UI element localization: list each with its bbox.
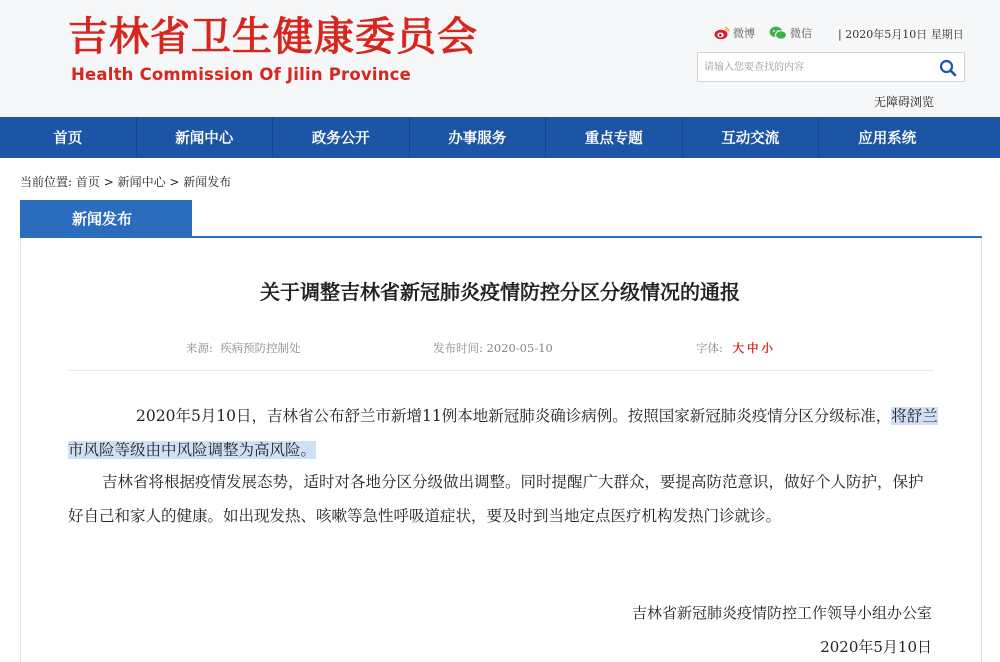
time-label: 发布时间: [433, 341, 483, 355]
time-value: 2020-05-10 [486, 341, 553, 355]
font-size-control [696, 340, 776, 356]
search-input[interactable] [698, 53, 928, 81]
signature-organization: 吉林省新冠肺炎疫情防控工作领导小组办公室 [631, 604, 932, 622]
weibo-link[interactable] [714, 25, 755, 41]
weibo-label: 微博 [733, 27, 755, 40]
logo-chinese[interactable]: 吉林省卫生健康委员会 [68, 14, 478, 60]
font-label: 字体: [696, 341, 723, 355]
weibo-icon [714, 26, 730, 40]
font-size-small[interactable]: 小 [761, 341, 774, 355]
nav-item-gov-affairs[interactable]: 政务公开 [273, 117, 410, 158]
wechat-label: 微信 [790, 27, 812, 40]
breadcrumb-sep: > [165, 175, 184, 189]
breadcrumb-news-release[interactable]: 新闻发布 [183, 175, 232, 189]
nav-item-topics[interactable]: 重点专题 [546, 117, 683, 158]
source-label: 来源: [186, 341, 213, 355]
wechat-link[interactable] [769, 25, 812, 41]
wechat-icon [769, 26, 787, 40]
breadcrumb-sep: > [99, 175, 118, 189]
paragraph-1-highlight: 将舒兰市风险等级由中风险调整为高风险。 [68, 407, 938, 459]
nav-item-interaction[interactable]: 互动交流 [683, 117, 820, 158]
meta-divider [68, 370, 934, 371]
article-source [186, 340, 301, 356]
paragraph-1-main: 2020年5月10日，吉林省公布舒兰市新增11例本地新冠肺炎确诊病例。按照国家新冠肺炎疫情分区分级标准， [136, 407, 892, 425]
font-size-large[interactable]: 大 [732, 341, 745, 355]
site-header [0, 0, 1000, 117]
breadcrumb [20, 173, 231, 190]
article-paragraph-2 [68, 465, 938, 533]
paragraph-1-text [68, 407, 891, 425]
nav-item-apps[interactable]: 应用系统 [858, 130, 917, 147]
breadcrumb-home[interactable]: 首页 [75, 175, 100, 189]
nav-item-news[interactable]: 新闻中心 [137, 117, 274, 158]
search-button[interactable] [936, 56, 960, 80]
logo-english[interactable]: Health Commission Of Jilin Province [71, 65, 412, 84]
paragraph-2-text: 吉林省将根据疫情发展态势，适时对各地分区分级做出调整。同时提醒广大群众，要提高防范意识，做好个人防护，保护好自己和家人的健康。如出现发热、咳嗽等急性呼吸道症状，要及时到当地定点医疗机构发热门诊就诊。 [68, 473, 924, 525]
social-links [714, 25, 826, 41]
main-nav [0, 117, 1000, 158]
source-value: 疾病预防控制处 [220, 341, 301, 355]
nav-item-home[interactable]: 首页 [0, 117, 137, 158]
font-size-medium[interactable]: 中 [747, 341, 759, 355]
article-paragraph-1 [68, 399, 938, 467]
signature-date: 2020年5月10日 [820, 638, 932, 656]
nav-item-services[interactable]: 办事服务 [410, 117, 547, 158]
search-box [697, 52, 965, 82]
section-tab-news-release[interactable]: 新闻发布 [20, 200, 192, 236]
article-title: 关于调整吉林省新冠肺炎疫情防控分区分级情况的通报 [260, 280, 740, 304]
search-icon [939, 59, 957, 77]
breadcrumb-news-center[interactable]: 新闻中心 [117, 175, 166, 189]
article-publish-time [433, 340, 553, 356]
breadcrumb-prefix: 当前位置: [20, 175, 73, 189]
section-divider [20, 236, 982, 238]
current-date: | 2020年5月10日 星期日 [838, 28, 964, 41]
accessible-browse-link[interactable]: 无障碍浏览 [874, 95, 935, 109]
